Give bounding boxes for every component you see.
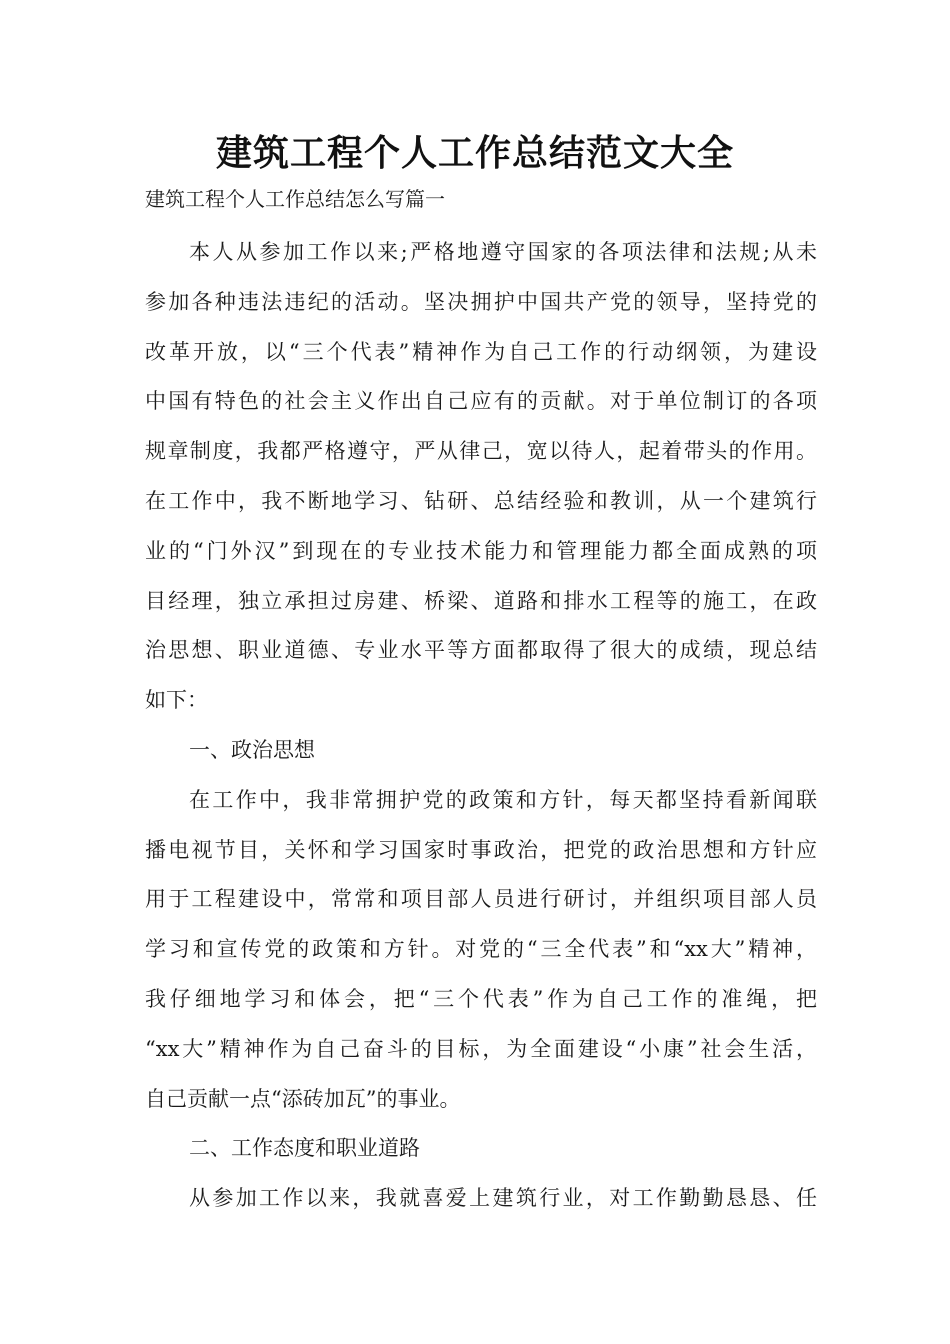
text-line: 治思想、职业道德、专业水平等方面都取得了很大的成绩，现总结	[145, 638, 817, 663]
document-title: 建筑工程个人工作总结范文大全	[215, 133, 734, 174]
text-line: 在工作中，我非常拥护党的政策和方针，每天都坚持看新闻联	[189, 787, 817, 812]
text-line: 播电视节目，关怀和学习国家时事政治，把党的政治思想和方针应	[145, 837, 817, 862]
text-line: 业的“门外汉”到现在的专业技术能力和管理能力都全面成熟的项	[145, 538, 817, 563]
text-line: 规章制度，我都严格遵守，严从律己，宽以待人，起着带头的作用。	[145, 439, 817, 464]
document-body	[145, 232, 817, 1228]
text-line: 中国有特色的社会主义作出自己应有的贡献。对于单位制订的各项	[145, 389, 817, 414]
text-line: 从参加工作以来，我就喜爱上建筑行业，对工作勤勤恳恳、任	[189, 1186, 817, 1211]
text-line: 学习和宣传党的政策和方针。对党的“三全代表”和“xx大”精神，	[145, 937, 817, 962]
text-line: 用于工程建设中，常常和项目部人员进行研讨，并组织项目部人员	[145, 887, 817, 912]
text-line: 在工作中，我不断地学习、钻研、总结经验和教训，从一个建筑行	[145, 488, 817, 513]
document-subtitle: 建筑工程个人工作总结怎么写篇一	[145, 187, 445, 211]
text-line: 自己贡献一点“添砖加瓦”的事业。	[145, 1086, 461, 1111]
text-line: 我仔细地学习和体会，把“三个代表”作为自己工作的准绳，把	[145, 986, 817, 1011]
text-line: 二、工作态度和职业道路	[189, 1136, 420, 1161]
text-line: 参加各种违法违纪的活动。坚决拥护中国共产党的领导，坚持党的	[145, 289, 817, 314]
text-line: 一、政治思想	[189, 737, 315, 762]
text-line: 如下：	[145, 688, 208, 713]
text-line: 改革开放，以“三个代表”精神作为自己工作的行动纲领，为建设	[145, 339, 817, 364]
text-line: 本人从参加工作以来;严格地遵守国家的各项法律和法规;从未	[189, 240, 817, 264]
text-line: “xx大”精神作为自己奋斗的目标，为全面建设“小康”社会生活，	[145, 1036, 817, 1061]
text-line: 目经理，独立承担过房建、桥梁、道路和排水工程等的施工，在政	[145, 588, 817, 613]
